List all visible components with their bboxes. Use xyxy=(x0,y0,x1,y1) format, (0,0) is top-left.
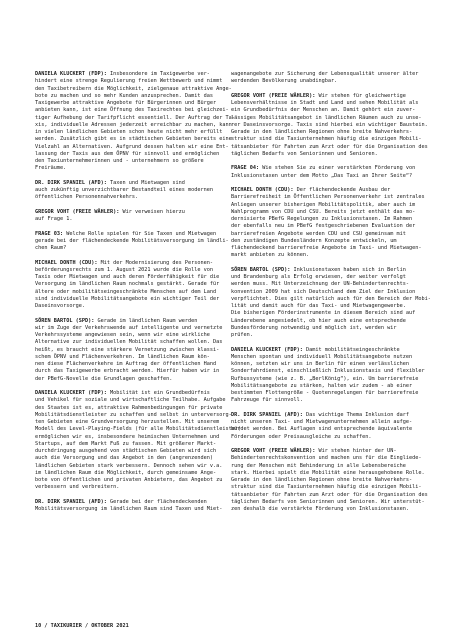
text-line xyxy=(231,252,413,259)
speaker-label: GREGOR VOHT (FREIE WÄHLER): xyxy=(231,92,316,99)
body-text: Der flächendeckende Ausbau der xyxy=(293,187,391,193)
text-line xyxy=(35,114,235,122)
text-line xyxy=(231,121,428,129)
body-text: Anliegen unserer bisherigen Mobilitätspolitik, aber auch im xyxy=(231,201,416,208)
body-text: Gerade bei der flächendeckenden xyxy=(106,498,207,505)
text-line xyxy=(231,477,413,484)
paragraph xyxy=(231,346,425,405)
body-text: Versorgung im ländlichen Raum nochmals gestärkt. Gerade für xyxy=(35,281,220,288)
paragraph xyxy=(35,498,223,514)
paragraph xyxy=(35,71,235,173)
body-text: Mit der Modernisierung des Personen- xyxy=(97,259,214,266)
body-text: wir im Zuge der Verkehrswende auf intelligente und vernetzte xyxy=(35,324,223,331)
body-text: Wie stehen Sie zu einer verstärkten Förderung von xyxy=(259,165,416,172)
body-text: struktur sind die Taxiunternehmen häufig die einzigen Mobili- xyxy=(231,484,422,491)
text-line xyxy=(231,100,419,107)
speaker-label: DR. DIRK SPANIEL (AFD): xyxy=(35,179,107,186)
body-text: durchdringung ausgehend von städtischen Gebieten wird sich xyxy=(35,448,217,454)
paragraph xyxy=(35,317,223,383)
body-text: Taxen und Mietwagen sind xyxy=(106,179,185,186)
speaker-label: DANIELA KLUCKERT (FDP): xyxy=(35,71,107,77)
body-text: markt anbieten zu können. xyxy=(231,252,310,259)
text-line xyxy=(35,419,220,426)
text-line xyxy=(35,470,217,477)
text-line xyxy=(231,426,413,433)
body-text: tätsanbieter für Fahrten zum Arzt oder für die Organisation des xyxy=(231,143,428,150)
text-line xyxy=(35,107,229,114)
text-line xyxy=(231,368,425,375)
body-text: rung der Menschen mit Behinderung in alle Lebensbereiche xyxy=(231,462,406,469)
speaker-label: DR. DIRK SPANIEL (AFD): xyxy=(231,411,303,418)
text-line xyxy=(231,78,413,85)
body-text: Alternative zur individuellen Mobilität schaffen wollen. Das xyxy=(35,339,223,346)
body-text: Fahrzeuge für sinnvoll. xyxy=(231,397,303,404)
text-line xyxy=(231,318,413,325)
text-line xyxy=(231,136,422,143)
body-text: Inklusionstaxen haben sich in Berlin xyxy=(290,266,406,273)
body-text: struktur sind die Taxiunternehmen häufig die einzigen Mobili- xyxy=(231,136,422,143)
text-line xyxy=(231,325,413,332)
text-line xyxy=(35,318,217,325)
text-line xyxy=(231,208,416,216)
text-line xyxy=(35,368,220,375)
body-text: Startups, auf dem Markt Fuß zu fassen. Mit größerer Markt- xyxy=(35,440,217,447)
body-text: Wahlprogramm von CDU und CSU. Bereits jetzt enthält das mo- xyxy=(231,208,416,215)
speaker-label: DANIELA KLUCKERT (FDP): xyxy=(35,390,107,396)
body-text: Gerade im ländlichen Raum werden xyxy=(94,317,198,324)
text-line xyxy=(231,412,413,419)
body-text: nicht unseren Taxi- und Mietwagenunternehmen allein aufge- xyxy=(231,419,413,425)
body-text: ermöglichen wir es, insbesondere heimischen Unternehmen und xyxy=(35,433,220,440)
body-text: im ländlichen Raum die Möglichkeit, durch gemeinsame Ange- xyxy=(35,469,217,476)
body-text: der ebenfalls neu im PBefG festgeschriebenen Evaluation der xyxy=(231,223,416,230)
text-line xyxy=(35,267,217,274)
body-text: Behindertenrechtskonvention und machen uns für die Eingliede- xyxy=(231,455,422,462)
text-line xyxy=(231,71,419,78)
body-text: zen deshalb die verstärkte Förderung von Inklusionstaxen. xyxy=(231,506,410,512)
text-line xyxy=(35,260,217,267)
body-text: tiger Aufhebung der Tarifpflicht essentiell. Der Auftrag der Ta- xyxy=(35,114,235,121)
text-line xyxy=(231,491,428,499)
body-text: flächendeckend barrierefreie Angebote im Taxi- und Mietwagen- xyxy=(231,245,422,251)
body-text: Förderungen oder Preisausgleiche zu schaffen. xyxy=(231,433,372,440)
text-line xyxy=(35,209,217,216)
paragraph xyxy=(231,92,428,158)
body-text: ländlichen Gebieten stark verbessern. Dennoch sehen wir v.a. xyxy=(35,462,223,469)
text-line xyxy=(35,136,232,143)
paragraph xyxy=(231,448,428,513)
body-text: Welche Rolle spielen für Sie Taxen und Mietwagen xyxy=(63,230,217,237)
text-line xyxy=(231,93,413,100)
body-text: anbieten kann, ist eine Öffnung des Taxirechtes bei gleichzei- xyxy=(35,107,229,114)
body-text: Menschen spontan und individuell Mobilitätsangebote nutzen xyxy=(231,353,413,360)
text-line xyxy=(35,441,217,448)
body-text: auch die Versorgung und das Angebot in den (angrenzenden) xyxy=(35,455,214,462)
speaker-label: FRAGE 04: xyxy=(231,165,260,172)
text-line xyxy=(231,354,413,361)
body-text: lässiges Mobilitätsangebot in ländlichen Räumen auch zu unse- xyxy=(231,114,422,121)
text-line xyxy=(35,462,223,470)
body-text: Taxis oder Mietwagen und auch deren Förderfähigkeit für die xyxy=(35,274,220,280)
text-line xyxy=(35,129,223,136)
text-line xyxy=(231,143,428,151)
body-text: Lebensverhältnisse in Stadt und Land und sehen Mobilität als xyxy=(231,100,419,106)
body-text: prüfen. xyxy=(231,332,253,338)
body-text: den zuständigen Bundesländern Konzepte entwickeln, um xyxy=(231,237,397,244)
text-line xyxy=(35,143,229,151)
text-line xyxy=(35,324,223,332)
body-text: beförderungsrechts zum 1. August 2021 wurde die Rolle von xyxy=(35,266,214,273)
body-text: und Brandenburg als Erfolg erwiesen, der weiter verfolgt xyxy=(231,274,406,280)
body-text: den Taxiunternehmerinnen und - unternehmern so größere xyxy=(35,158,204,164)
body-text: Mobilitätsversorgung im ländlichen Raum sind Taxen und Miet- xyxy=(35,506,223,512)
speaker-label: DR. DIRK SPANIEL (AFD): xyxy=(35,498,107,505)
body-text: werden. Zusätzlich gibt es in städtischen Gebieten bereits eine xyxy=(35,136,232,143)
paragraph xyxy=(231,412,413,441)
body-text: schem ÖPNV und Flächenverkehren. Im ländlichen Raum kön- xyxy=(35,353,210,360)
text-line xyxy=(35,346,220,354)
text-line xyxy=(35,78,223,85)
text-line xyxy=(231,469,425,477)
body-text: täglichen Bedarfs von Seniorinnen und Senioren. xyxy=(231,150,378,157)
text-line xyxy=(231,498,425,506)
paragraph xyxy=(35,180,217,202)
speaker-label: SÖREN BARTOL (SPD): xyxy=(35,317,95,324)
text-line xyxy=(231,310,416,317)
text-line xyxy=(35,397,226,404)
body-text: Wir stehen für gleichwertige xyxy=(315,92,406,99)
text-line xyxy=(231,397,413,404)
body-text: Rufbussysteme (wie z. B. „BerlKönig“), ein. Um barrierefreie xyxy=(231,375,419,382)
text-line xyxy=(35,303,217,310)
text-line xyxy=(35,121,232,129)
text-line xyxy=(35,165,217,172)
paragraph xyxy=(35,230,229,253)
text-line xyxy=(35,404,223,412)
body-text: Sonderfahrdienst, einschließlich Inklusionstaxis und flexibler xyxy=(231,368,425,375)
text-line xyxy=(35,274,220,281)
text-line xyxy=(35,506,223,513)
text-line xyxy=(35,71,217,78)
page-footer: 10 / TAXIKURIER / OKTOBER 2021 xyxy=(35,623,129,629)
text-line xyxy=(231,390,419,397)
body-text: hindert eine strenge Regulierung freien Wettbewerb und nimmt xyxy=(35,78,223,85)
body-text: verpflichtet. Dies gilt natürlich auch für den Bereich der Mobi- xyxy=(231,295,431,302)
text-line xyxy=(35,85,232,93)
body-text: Daseinsvorsorge. xyxy=(35,303,85,309)
text-line xyxy=(231,295,431,303)
body-text: können, setzten wir uns in Berlin für einen verlässlichen xyxy=(231,361,410,367)
speaker-label: MICHAEL DONTH (CDU): xyxy=(231,187,294,193)
text-line xyxy=(35,499,217,506)
body-text: des Staates ist es, attraktive Rahmenbedingungen für private xyxy=(35,404,223,411)
text-line xyxy=(35,390,217,397)
text-line xyxy=(35,93,217,100)
text-line xyxy=(231,267,413,274)
body-text: rer Daseinsvorsorge. Taxis sind hierbei ein wichtiger Baustein. xyxy=(231,121,428,128)
body-text: heißt, es braucht eine stärkere Vernetzung zwischen klassi- xyxy=(35,346,220,353)
text-line xyxy=(231,419,413,426)
paragraph xyxy=(231,266,431,340)
text-line xyxy=(35,180,217,187)
body-text: Mobilität ist ein Grundbedürfnis xyxy=(106,390,210,396)
text-line xyxy=(231,151,413,158)
body-text: den Taxibetreibern die Möglichkeit, zielgenaue attraktive Ange- xyxy=(35,85,232,92)
text-line xyxy=(35,477,223,484)
text-line xyxy=(35,339,223,346)
body-text: tätsanbieter für Fahrten zum Arzt oder für die Organisation des xyxy=(231,491,428,498)
body-text: werdenden Bevölkerung unabdingbar. xyxy=(231,78,338,85)
text-line xyxy=(35,289,217,296)
text-line xyxy=(231,231,413,238)
body-text: Taxigewerbe attraktive Angebote für Bürgerinnen und Bürger xyxy=(35,100,217,106)
body-text: Gerade in den ländlichen Regionen ohne breite Nahverkehrs- xyxy=(231,129,413,135)
text-line xyxy=(35,295,220,303)
body-text: Mobilitätsangebote zu stärken, halten wir zudem - ab einer xyxy=(231,382,413,389)
text-line xyxy=(35,426,242,433)
paragraph xyxy=(35,390,242,492)
body-text: konvention 2009 hat sich Deutschland dem Ziel der Inklusion xyxy=(231,288,416,295)
body-text: bürdet werden. Bei Auflagen sind entsprechende äquivalente xyxy=(231,426,413,433)
body-text: Modell des Level-Playing-Fields (für alle Mobilitätsdienstleister) xyxy=(35,426,242,433)
text-line xyxy=(231,129,413,136)
text-line xyxy=(231,347,413,354)
body-text: und Vehikel für soziale und wirtschaftliche Teilhabe. Aufgabe xyxy=(35,397,226,404)
body-text: bote zu machen und so mehr Kunden anzusprechen. Damit das xyxy=(35,92,214,99)
body-text: Freiräume. xyxy=(35,165,67,172)
text-line xyxy=(35,354,217,361)
body-text: Inklusionstaxen unter dem Motto „Das Taxi an Ihrer Seite“? xyxy=(231,172,413,179)
text-line xyxy=(35,448,217,455)
text-line xyxy=(231,332,413,339)
body-text: durch das Taxigewerbe erbracht werden. Hierfür haben wir in xyxy=(35,368,220,375)
body-text: chen Raum? xyxy=(35,245,67,251)
body-text: der PBefG-Novelle die Grundlagen geschaffen. xyxy=(35,375,173,382)
speaker-label: MICHAEL DONTH (CDU): xyxy=(35,259,98,266)
paragraph xyxy=(35,209,217,224)
text-line xyxy=(35,216,217,223)
text-line xyxy=(231,463,413,470)
text-line xyxy=(35,281,220,288)
body-text: Das wichtige Thema Inklusion darf xyxy=(302,411,410,418)
body-text: täglichen Bedarfs von Seniorinnen und Senioren. Wir unterstüt- xyxy=(231,498,425,505)
text-line xyxy=(231,361,413,368)
body-text: stark. Hierbei spielt die Mobilität eine herausgehobene Rolle. xyxy=(231,469,425,476)
text-line xyxy=(231,484,422,491)
text-line xyxy=(35,433,220,441)
body-text: Die bisherigen Förderinstrumente in diesem Bereich sind auf xyxy=(231,310,416,317)
text-line xyxy=(231,455,422,462)
text-line xyxy=(231,434,413,441)
body-text: ein Grundbedürfnis der Menschen an. Damit gehört ein zuver- xyxy=(231,107,416,114)
text-line xyxy=(231,238,413,245)
text-line xyxy=(231,274,413,281)
body-text: Wir verweisen hierzu xyxy=(119,208,185,215)
body-text: Barrierefreiheit im Öffentlichen Personenverkehr ist zentrales xyxy=(231,194,425,201)
body-text: nen diese Flächenverkehre im Auftrag der öffentlichen Hand xyxy=(35,361,217,367)
speaker-label: GREGOR VOHT (FREIE WÄHLER): xyxy=(35,208,120,215)
text-line xyxy=(231,201,416,209)
body-text: auch zukünftig unverzichtbarer Bestandteil eines modernen xyxy=(35,187,214,193)
text-line xyxy=(231,107,416,114)
body-text: dernisierte PBefG Regelungen zu Inklusionstaxen. Im Rahmen xyxy=(231,216,413,222)
text-line xyxy=(35,484,217,491)
body-text: öffentlichen Personennahverkehrs. xyxy=(35,194,139,201)
body-text: in vielen ländlichen Gebieten schon heute nicht mehr erfüllt xyxy=(35,129,223,135)
text-line xyxy=(231,216,413,223)
body-text: Bundesförderung notwendig und möglich ist, werden wir xyxy=(231,324,397,331)
text-line xyxy=(35,245,217,252)
paragraph xyxy=(35,259,220,311)
text-line xyxy=(231,114,422,122)
text-line xyxy=(231,281,413,288)
body-text: lität und damit auch für das Taxi- und Mietwagengewerbe. xyxy=(231,303,406,309)
paragraph xyxy=(231,71,419,86)
body-text: wagenangebote zur Sicherung der Lebensqualität unserer älter xyxy=(231,71,419,77)
text-line xyxy=(231,173,413,180)
text-line xyxy=(231,165,416,172)
text-line xyxy=(231,288,416,296)
body-text: werden muss. Mit Unterzeichnung der UN-Behindertenrechts- xyxy=(231,281,410,288)
body-text: verbessern und verbreitern. xyxy=(35,484,120,491)
text-line xyxy=(35,361,217,368)
text-line xyxy=(35,332,217,339)
body-text: gerade bei der flächendeckende Mobilitätsversorgung im ländli- xyxy=(35,237,229,244)
right-column xyxy=(231,71,431,521)
text-line xyxy=(231,383,413,390)
body-text: Mobilitätsdienstleister zu schaffen und selbst in unterversorg- xyxy=(35,411,232,418)
text-line xyxy=(231,245,422,252)
body-text: sind individuelle Mobilitätsangebote ein wichtiger Teil der xyxy=(35,295,220,302)
text-line xyxy=(231,506,413,513)
body-text: bestimmten Flottengröße - Quotenregelungen für barrierefreie xyxy=(231,390,419,396)
body-text: Verkehrssysteme angewiesen sein, wenn wir eine wirkliche xyxy=(35,332,210,338)
body-text: xis, individuelle Adressen jederzeit erreichbar zu machen, kann xyxy=(35,121,232,128)
body-text: lassung der Taxis aus dem ÖPNV für sinnvoll und ermöglichen xyxy=(35,150,220,157)
body-text: Insbesondere im Taxigewerbe ver- xyxy=(106,71,210,77)
text-line xyxy=(35,231,217,238)
text-line xyxy=(35,376,217,383)
text-line xyxy=(35,158,217,165)
speaker-label: GREGOR VOHT (FREIE WÄHLER): xyxy=(231,448,316,454)
body-text: Gerade in den ländlichen Regionen ohne breite Nahverkehrs- xyxy=(231,477,413,483)
text-line xyxy=(35,187,217,194)
body-text: barrierefreien Angebote werden CDU und CSU gemeinsam mit xyxy=(231,230,406,237)
body-text: Länderebene angesiedelt, ob hier auch eine entsprechende xyxy=(231,317,406,324)
speaker-label: SÖREN BARTOL (SPD): xyxy=(231,266,291,273)
text-line xyxy=(35,150,220,158)
text-line xyxy=(231,223,416,230)
text-line xyxy=(231,375,419,383)
body-text: ältere oder mobilitätseingeschränkte Menschen auf dem Land xyxy=(35,288,217,295)
text-line xyxy=(35,455,217,462)
speaker-label: DANIELA KLUCKERT (FDP): xyxy=(231,346,303,353)
body-text: auf Frage 1. xyxy=(35,216,73,222)
text-line xyxy=(231,303,413,310)
speaker-label: FRAGE 03: xyxy=(35,230,64,237)
body-text: Vielzahl an Alternativen. Aufgrund dessen halten wir eine Ent- xyxy=(35,143,229,150)
text-line xyxy=(35,411,232,419)
text-line xyxy=(35,237,229,245)
body-text: ten Gebieten eine Grundversorgung herzustellen. Mit unserem xyxy=(35,419,220,425)
body-text: Damit mobilitätseingeschränkte xyxy=(302,346,400,353)
text-line xyxy=(35,194,217,201)
body-text: bote von öffentlichen und privaten Anbietern, das Angebot zu xyxy=(35,477,223,483)
body-text: Wir stehen hinter der UN- xyxy=(315,448,397,454)
text-line xyxy=(231,194,425,201)
paragraph xyxy=(231,165,416,180)
text-line xyxy=(231,448,413,455)
paragraph xyxy=(231,187,425,260)
